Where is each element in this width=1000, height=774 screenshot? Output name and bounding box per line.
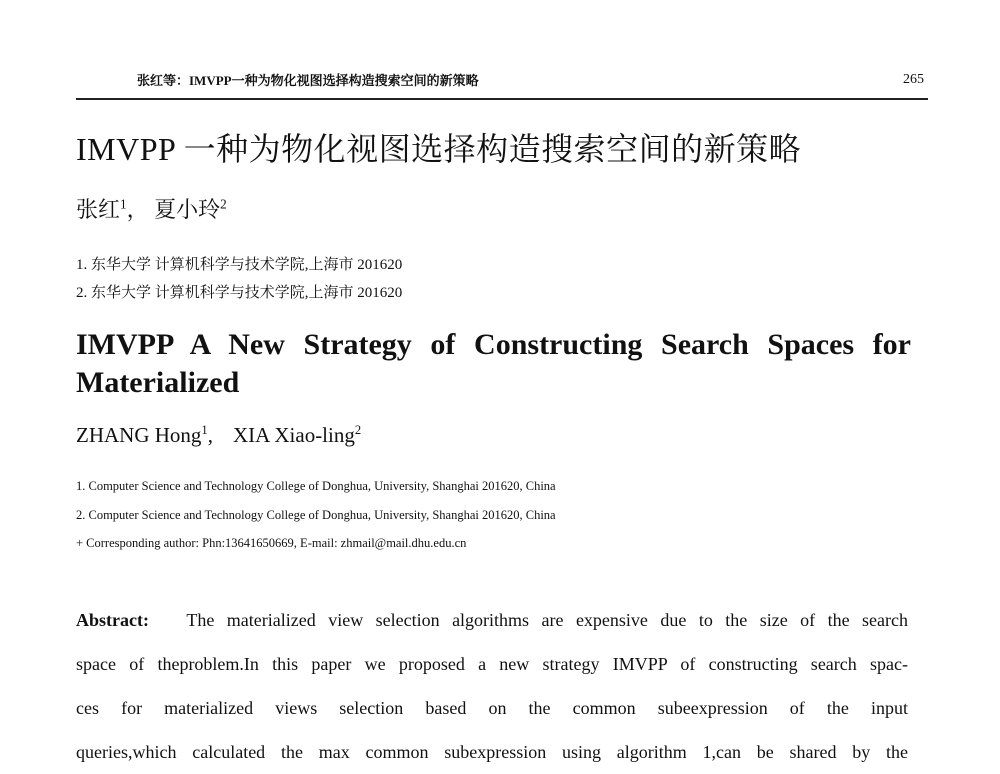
chinese-author-1-affil-mark: 1 [120,196,127,212]
english-author-1-affil-mark: 1 [201,423,208,437]
abstract-line-1-text: The materialized view selection algorithms are expensive due to the size of the search [186,610,909,630]
abstract [76,598,908,774]
chinese-affiliation-1: 1. 东华大学 计算机科学与技术学院,上海市 201620 [76,257,403,273]
english-author-2: XIA Xiao-ling [232,423,355,447]
english-author-1: ZHANG Hong [76,423,202,447]
english-title: IMVPP A New Strategy of Constructing Search Spaces for Materialized [76,328,911,399]
running-header [137,70,924,89]
english-affiliation-1: 1. Computer Science and Technology College of Donghua, University, Shanghai 201620, China [76,479,556,493]
chinese-title: IMVPP 一种为物化视图选择构造搜索空间的新策略 [76,131,802,167]
english-author-separator: , [207,423,213,447]
corresponding-author: + Corresponding author: Phn:13641650669, E-mail: zhmail@mail.dhu.edu.cn [76,536,467,550]
english-authors [76,423,361,448]
chinese-author-1: 张红 [76,197,121,222]
chinese-author-2: 夏小玲 [154,197,221,222]
english-affiliation-2: 2. Computer Science and Technology College of Donghua, University, Shanghai 201620, China [76,508,556,522]
abstract-line-2: space of theproblem.In this paper we proposed a new strategy IMVPP of constructing search spac- [76,654,908,674]
english-author-2-affil-mark: 2 [354,423,362,437]
abstract-line-4: queries,which calculated the max common subexpression using algorithm 1,can be shared by the [76,742,908,762]
chinese-author-separator: ， [126,197,149,222]
chinese-affiliation-2: 2. 东华大学 计算机科学与技术学院,上海市 201620 [76,285,403,301]
chinese-author-2-affil-mark: 2 [220,196,227,212]
running-header-title: 张红等：IMVPP一种为物化视图选择构造搜索空间的新策略 [137,73,479,88]
chinese-authors [76,193,227,224]
header-rule [76,98,928,100]
abstract-label: Abstract: [76,610,149,630]
abstract-line-1 [76,598,908,642]
page-number: 265 [903,72,924,87]
abstract-line-3: ces for materialized views selection based on the common subeexpression of the input [76,698,908,718]
